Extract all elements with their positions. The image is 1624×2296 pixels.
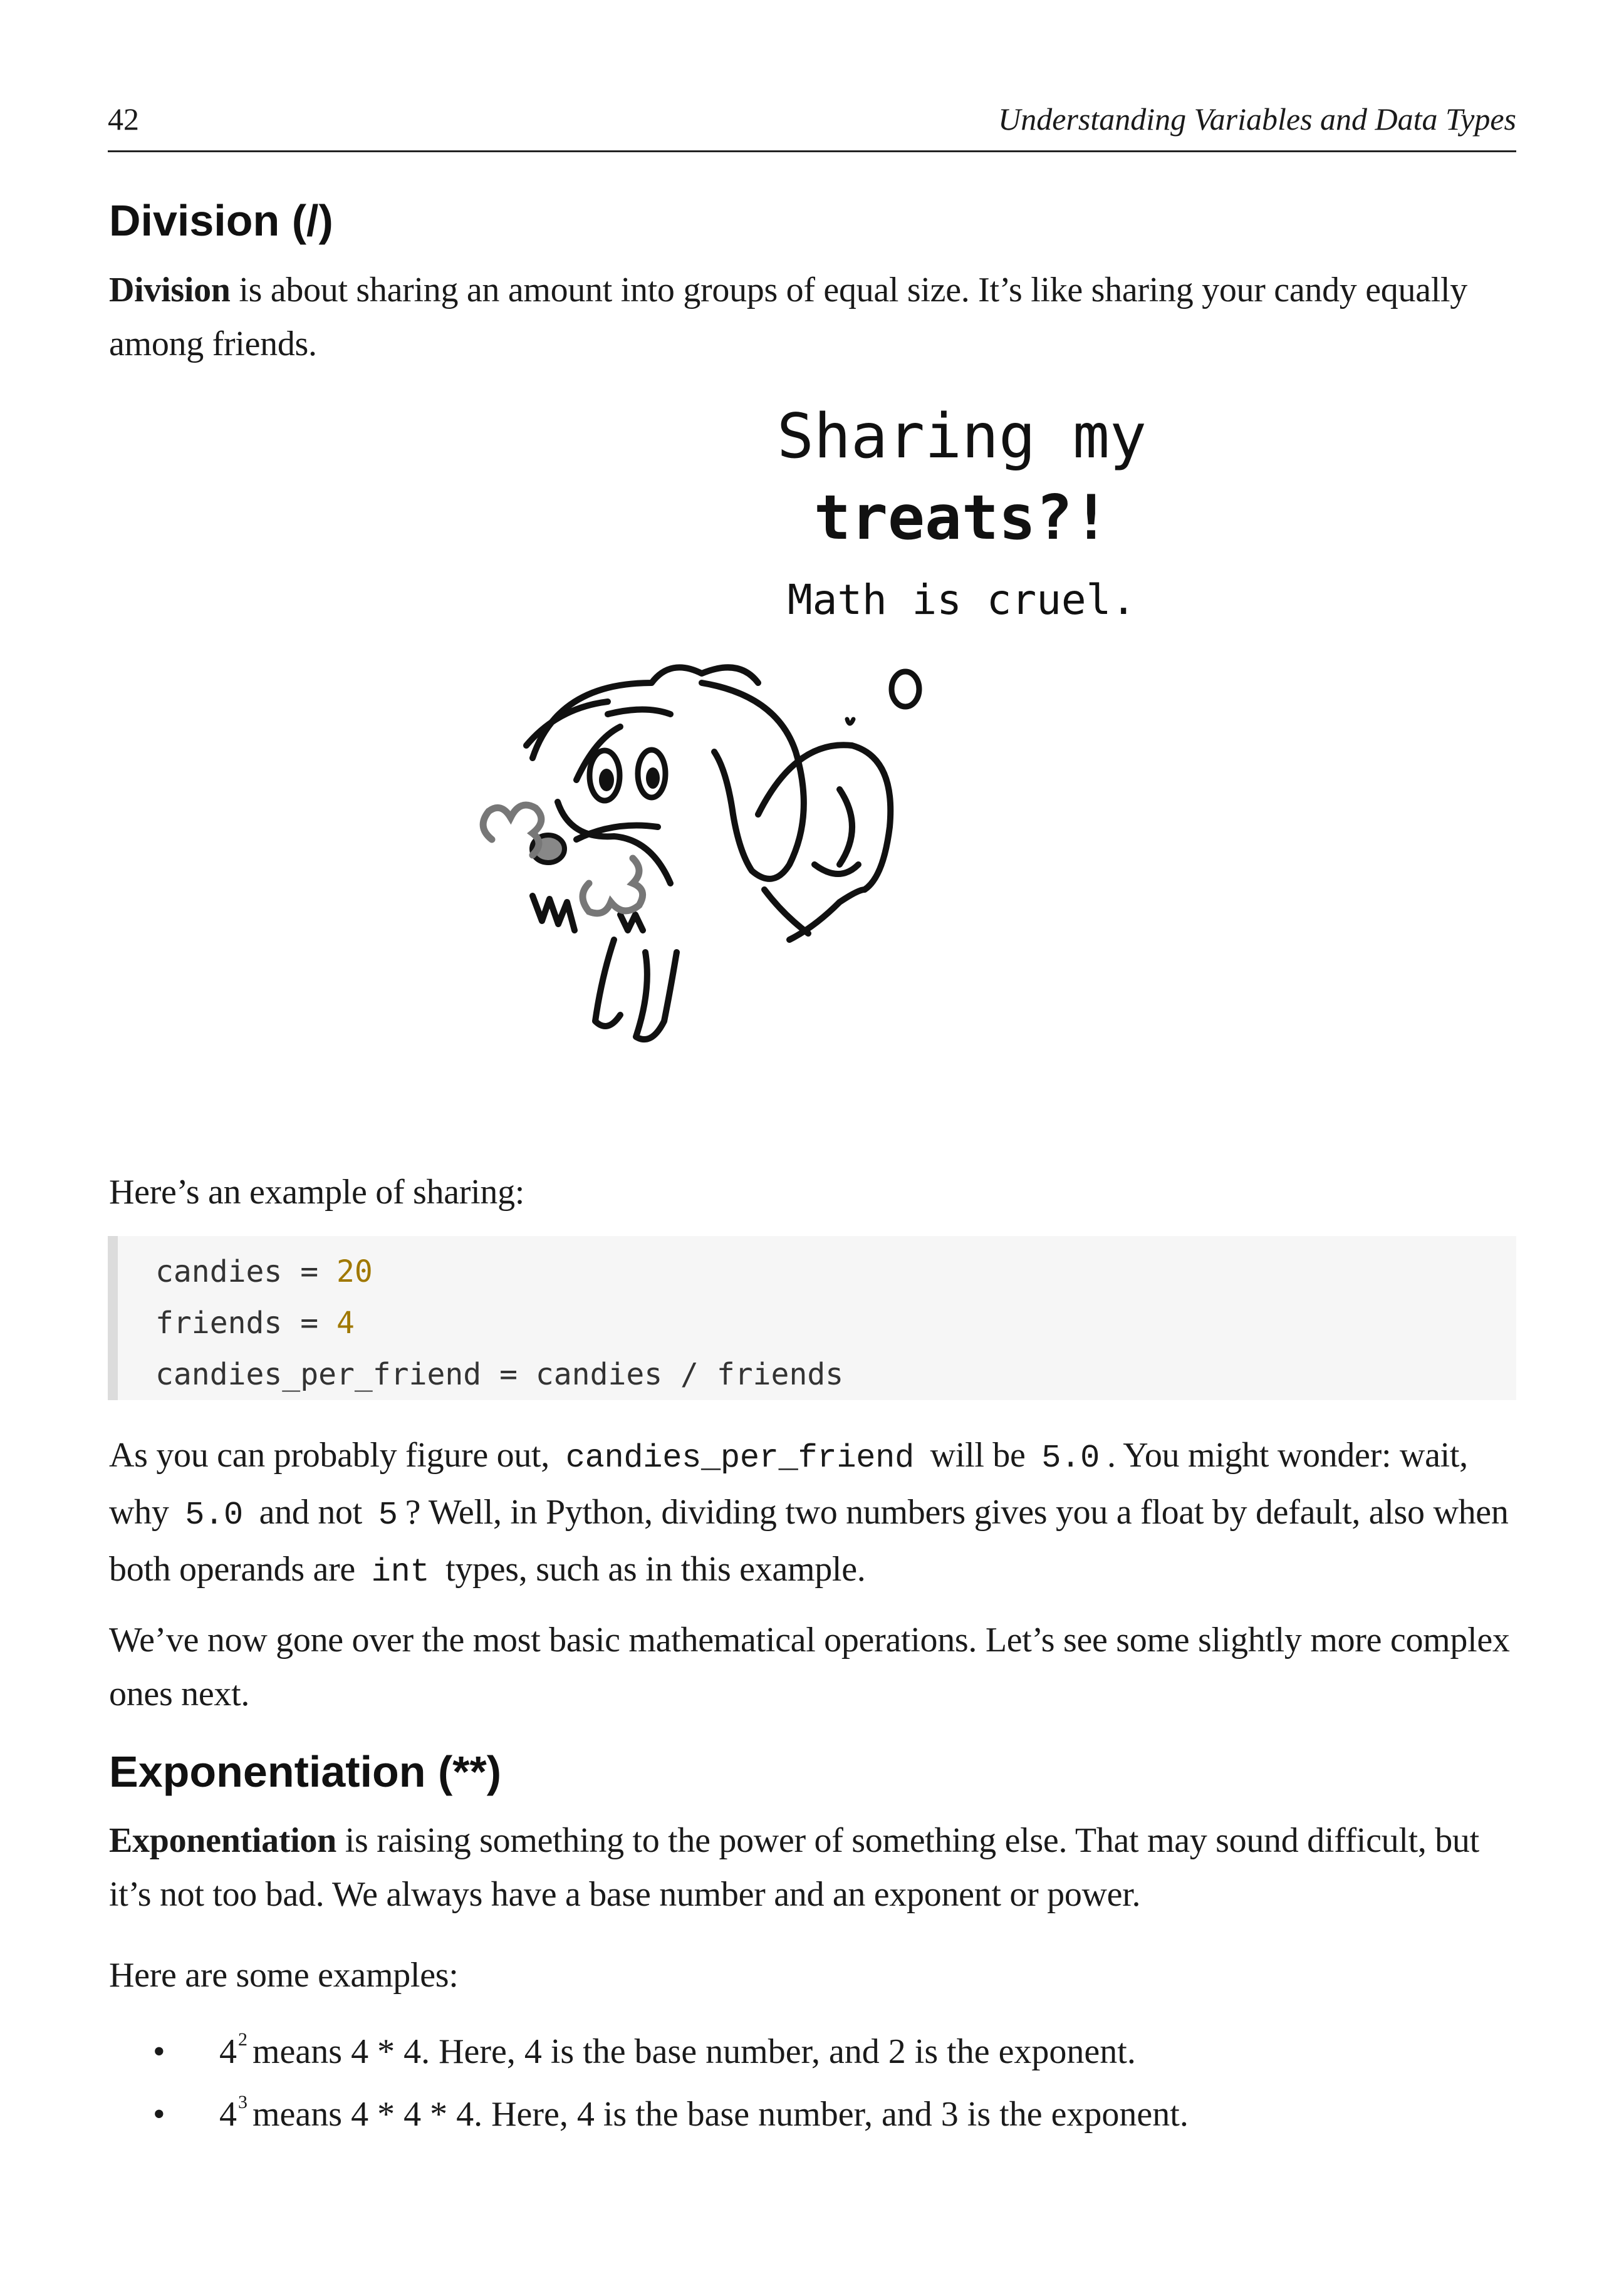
base-number: 4 — [219, 2095, 237, 2134]
transition-paragraph: We’ve now gone over the most basic mathematical operations. Let’s see some slightly more complex ones next. — [109, 1621, 1510, 1713]
division-heading: Division (/) — [109, 196, 333, 245]
dog-outline — [526, 667, 890, 1039]
exponentiation-intro-paragraph — [109, 1814, 1519, 1921]
code-variable: candies — [155, 1254, 283, 1289]
code-line-1 — [155, 1246, 1516, 1297]
bullet-icon: • — [153, 2032, 165, 2071]
explanation-paragraph — [109, 1428, 1519, 1599]
exponentiation-heading: Exponentiation (**) — [109, 1747, 502, 1796]
exponentiation-term: Exponentiation — [109, 1821, 336, 1860]
dog-illustration — [464, 388, 1203, 1115]
list-item — [109, 2020, 1519, 2083]
code-number: 4 — [336, 1306, 355, 1341]
code-operator: = — [282, 1254, 336, 1289]
division-term: Division — [109, 271, 231, 309]
dog-drawing — [464, 388, 1203, 1115]
base-number: 4 — [219, 2032, 237, 2071]
inline-code: 5 — [378, 1497, 398, 1534]
dog-eyes — [590, 750, 665, 801]
caption-line-2: treats?! — [813, 482, 1110, 554]
inline-code: 5.0 — [1041, 1440, 1100, 1477]
division-intro-text: is about sharing an amount into groups of equal size. It’s like sharing your candy equally among friends. — [109, 271, 1467, 363]
inline-code: candies_per_friend — [565, 1440, 914, 1477]
division-intro-paragraph — [109, 263, 1519, 371]
code-line-2 — [155, 1297, 1516, 1349]
code-number: 20 — [336, 1254, 373, 1289]
example-text: means 4 * 4 * 4. Here, 4 is the base number, and 3 is the exponent. — [252, 2095, 1189, 2134]
explanation-text: . You might wonder: wait, why — [109, 1436, 1468, 1532]
page-number: 42 — [108, 101, 139, 137]
inline-code: int — [371, 1554, 430, 1591]
caption-line-1: Sharing my — [776, 401, 1147, 472]
list-item — [109, 2083, 1519, 2146]
running-title: Understanding Variables and Data Types — [998, 101, 1516, 137]
examples-list — [109, 2020, 1519, 2146]
code-line-3: candies_per_friend = candies / friends — [155, 1357, 844, 1392]
explanation-text: and not — [250, 1493, 371, 1532]
examples-label: Here are some examples: — [109, 1956, 459, 1995]
exponent-number: 3 — [238, 2092, 247, 2112]
bone-treat-icon — [483, 805, 643, 913]
thought-bubble-large — [892, 672, 919, 707]
code-variable: friends — [155, 1306, 283, 1341]
explanation-text: ? Well, in Python, dividing two numbers gives you a float by default, also when both operands are — [109, 1493, 1509, 1589]
code-operator: = — [282, 1306, 336, 1341]
exponentiation-intro-text: is raising something to the power of something else. That may sound difficult, but it’s not too bad. We always have a base number and an exponent or power. — [109, 1821, 1479, 1914]
explanation-text: As you can probably figure out, — [109, 1436, 558, 1475]
thought-bubble-small — [847, 719, 853, 724]
inline-code: 5.0 — [185, 1497, 243, 1534]
running-header — [108, 94, 1516, 152]
explanation-text: types, such as in this example. — [437, 1550, 866, 1589]
example-label: Here’s an example of sharing: — [109, 1173, 525, 1212]
caption-line-3: Math is cruel. — [787, 576, 1137, 624]
example-text: means 4 * 4. Here, 4 is the base number, and 2 is the exponent. — [252, 2032, 1136, 2071]
exponent-number: 2 — [238, 2029, 247, 2050]
code-block — [108, 1236, 1516, 1400]
explanation-text: will be — [921, 1436, 1034, 1475]
bullet-icon: • — [153, 2095, 165, 2134]
